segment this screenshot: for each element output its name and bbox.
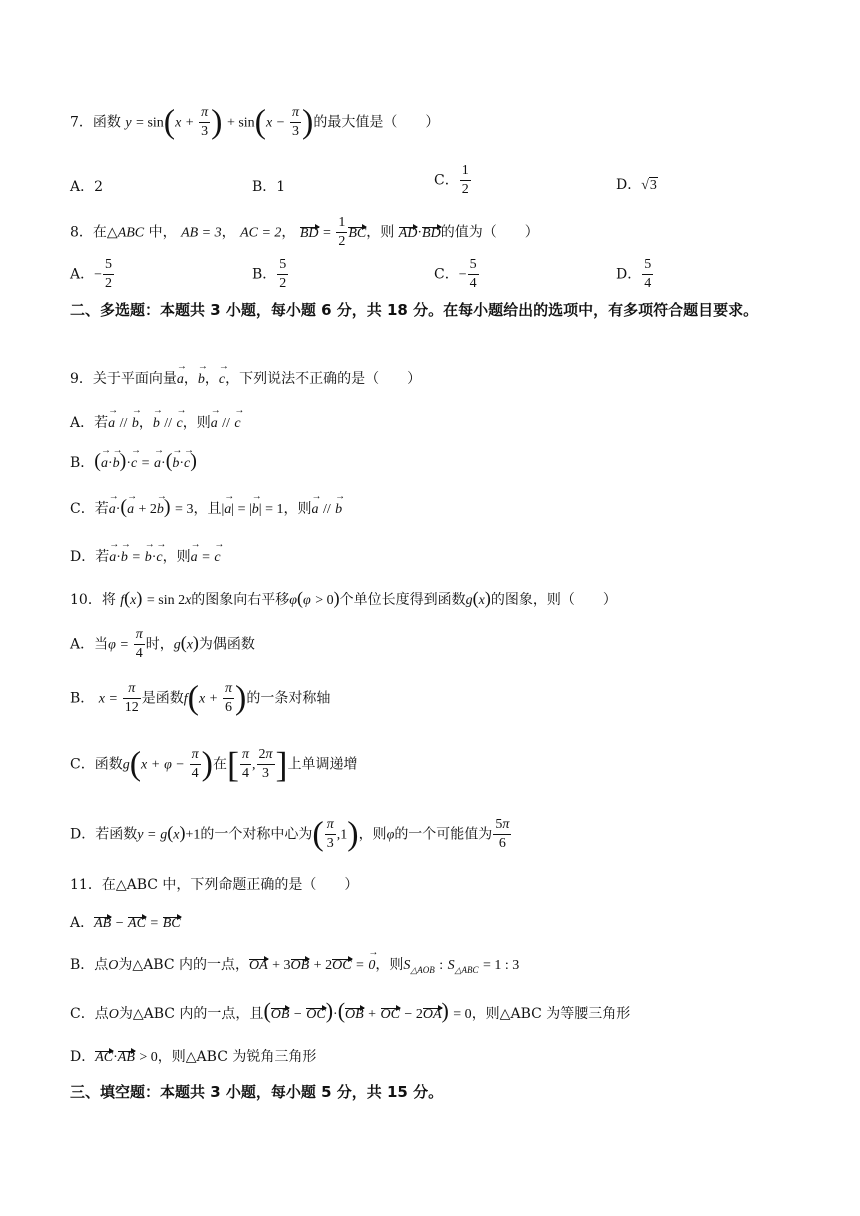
question-11: 11．在△ABC 中，下列命题正确的是（ ） bbox=[70, 877, 359, 893]
section-heading-fill-in: 三、填空题：本题共 3 小题，每小题 5 分，共 15 分。 bbox=[70, 1083, 444, 1101]
q11-option-d: D．AC·AB > 0，则△ABC 为锐角三角形 bbox=[70, 1049, 317, 1065]
q8-option-b: B． $\frac{5}{2}$ bbox=[252, 257, 287, 291]
question-10: 10．将 f(x) = sin 2x的图象向右平移φ(φ > 0)个单位长度得到函数g(x)的图象，则（ ） bbox=[70, 588, 617, 608]
q11-option-a: A．AB − AC = BC bbox=[70, 915, 181, 931]
q7-option-c: C． $\frac{1}{2}$ bbox=[434, 163, 469, 197]
question-number: 7． bbox=[70, 114, 93, 131]
q10-option-b: B． x = $\frac{\pi}{12}$ 是函数f(x + $\frac{\pi}{6}$ )的一条对称轴 bbox=[70, 679, 331, 717]
q8-option-d: D． $\frac{5}{4}$ bbox=[616, 257, 652, 291]
q10-option-a: A．当φ = $\frac{\pi}{4}$ 时，g(x)为偶函数 bbox=[70, 627, 255, 661]
q8-option-a: A．− $\frac{5}{2}$ bbox=[70, 257, 113, 291]
section-heading-multiple-choice: 二、多选题：本题共 3 小题，每小题 6 分，共 18 分。在每小题给出的选项中，有多项符合题目要求。 bbox=[70, 301, 759, 319]
question-text: 的最大值是（ ） bbox=[313, 114, 440, 131]
q7-option-a: A．2 bbox=[70, 179, 104, 195]
question-text: 函数 bbox=[92, 114, 121, 131]
q8-option-c: C．− $\frac{5}{4}$ bbox=[434, 257, 477, 291]
q9-option-d: D．若→ a·→ b = → b·→ c，则→ a = → c bbox=[70, 546, 221, 566]
question-9: 9．关于平面向量→ a，→ b，→ c，下列说法不正确的是（ ） bbox=[70, 368, 421, 388]
question-7: 7．函数 y = sin(x + $\frac{\pi}{3}$ ) + sin(x − $\frac{\pi}{3}$ )的最大值是（ ） bbox=[70, 103, 440, 141]
q9-option-c: C．若→ a·(→ a + 2→ b) = 3，且|→ a| = |→ b| = 1，则→ a // → b bbox=[70, 496, 342, 519]
q10-option-d: D．若函数y = g(x)+1的一个对称中心为( $\frac{\pi}{3}$ ,1)，则φ的一个可能值为 $\frac{5\pi}{6}$ bbox=[70, 815, 510, 853]
q10-option-c: C．函数g(x + φ − $\frac{\pi}{4}$ )在[ $\frac{\pi}{4}$ , $\frac{2\pi}{3}$ ]上单调递增 bbox=[70, 744, 358, 785]
q11-option-c: C．点O为△ABC 内的一点，且(OB − OC)·(OB + OC − 2OA) = 0，则△ABC 为等腰三角形 bbox=[70, 998, 631, 1023]
q7-option-d: D．√3 bbox=[616, 177, 657, 193]
q9-option-a: A．若→ a // → b，→ b // → c，则→ a // → c bbox=[70, 412, 241, 432]
q11-option-b: B．点O为△ABC 内的一点，OA + 3OB + 2OC = → 0，则$S_{\triangle AOB}$ : $S_{\triangle ABC} = 1$ : 3 bbox=[70, 954, 519, 976]
q7-option-b: B．1 bbox=[252, 179, 286, 195]
q9-option-b: B．(→ a·→ b)·→ c = → a·(→ b·→ c) bbox=[70, 450, 197, 473]
question-8: 8．在△ABC 中， AB = 3， AC = 2， BD = $\frac{1}{2}$ BC，则 AD·BD的值为（ ） bbox=[70, 215, 539, 249]
